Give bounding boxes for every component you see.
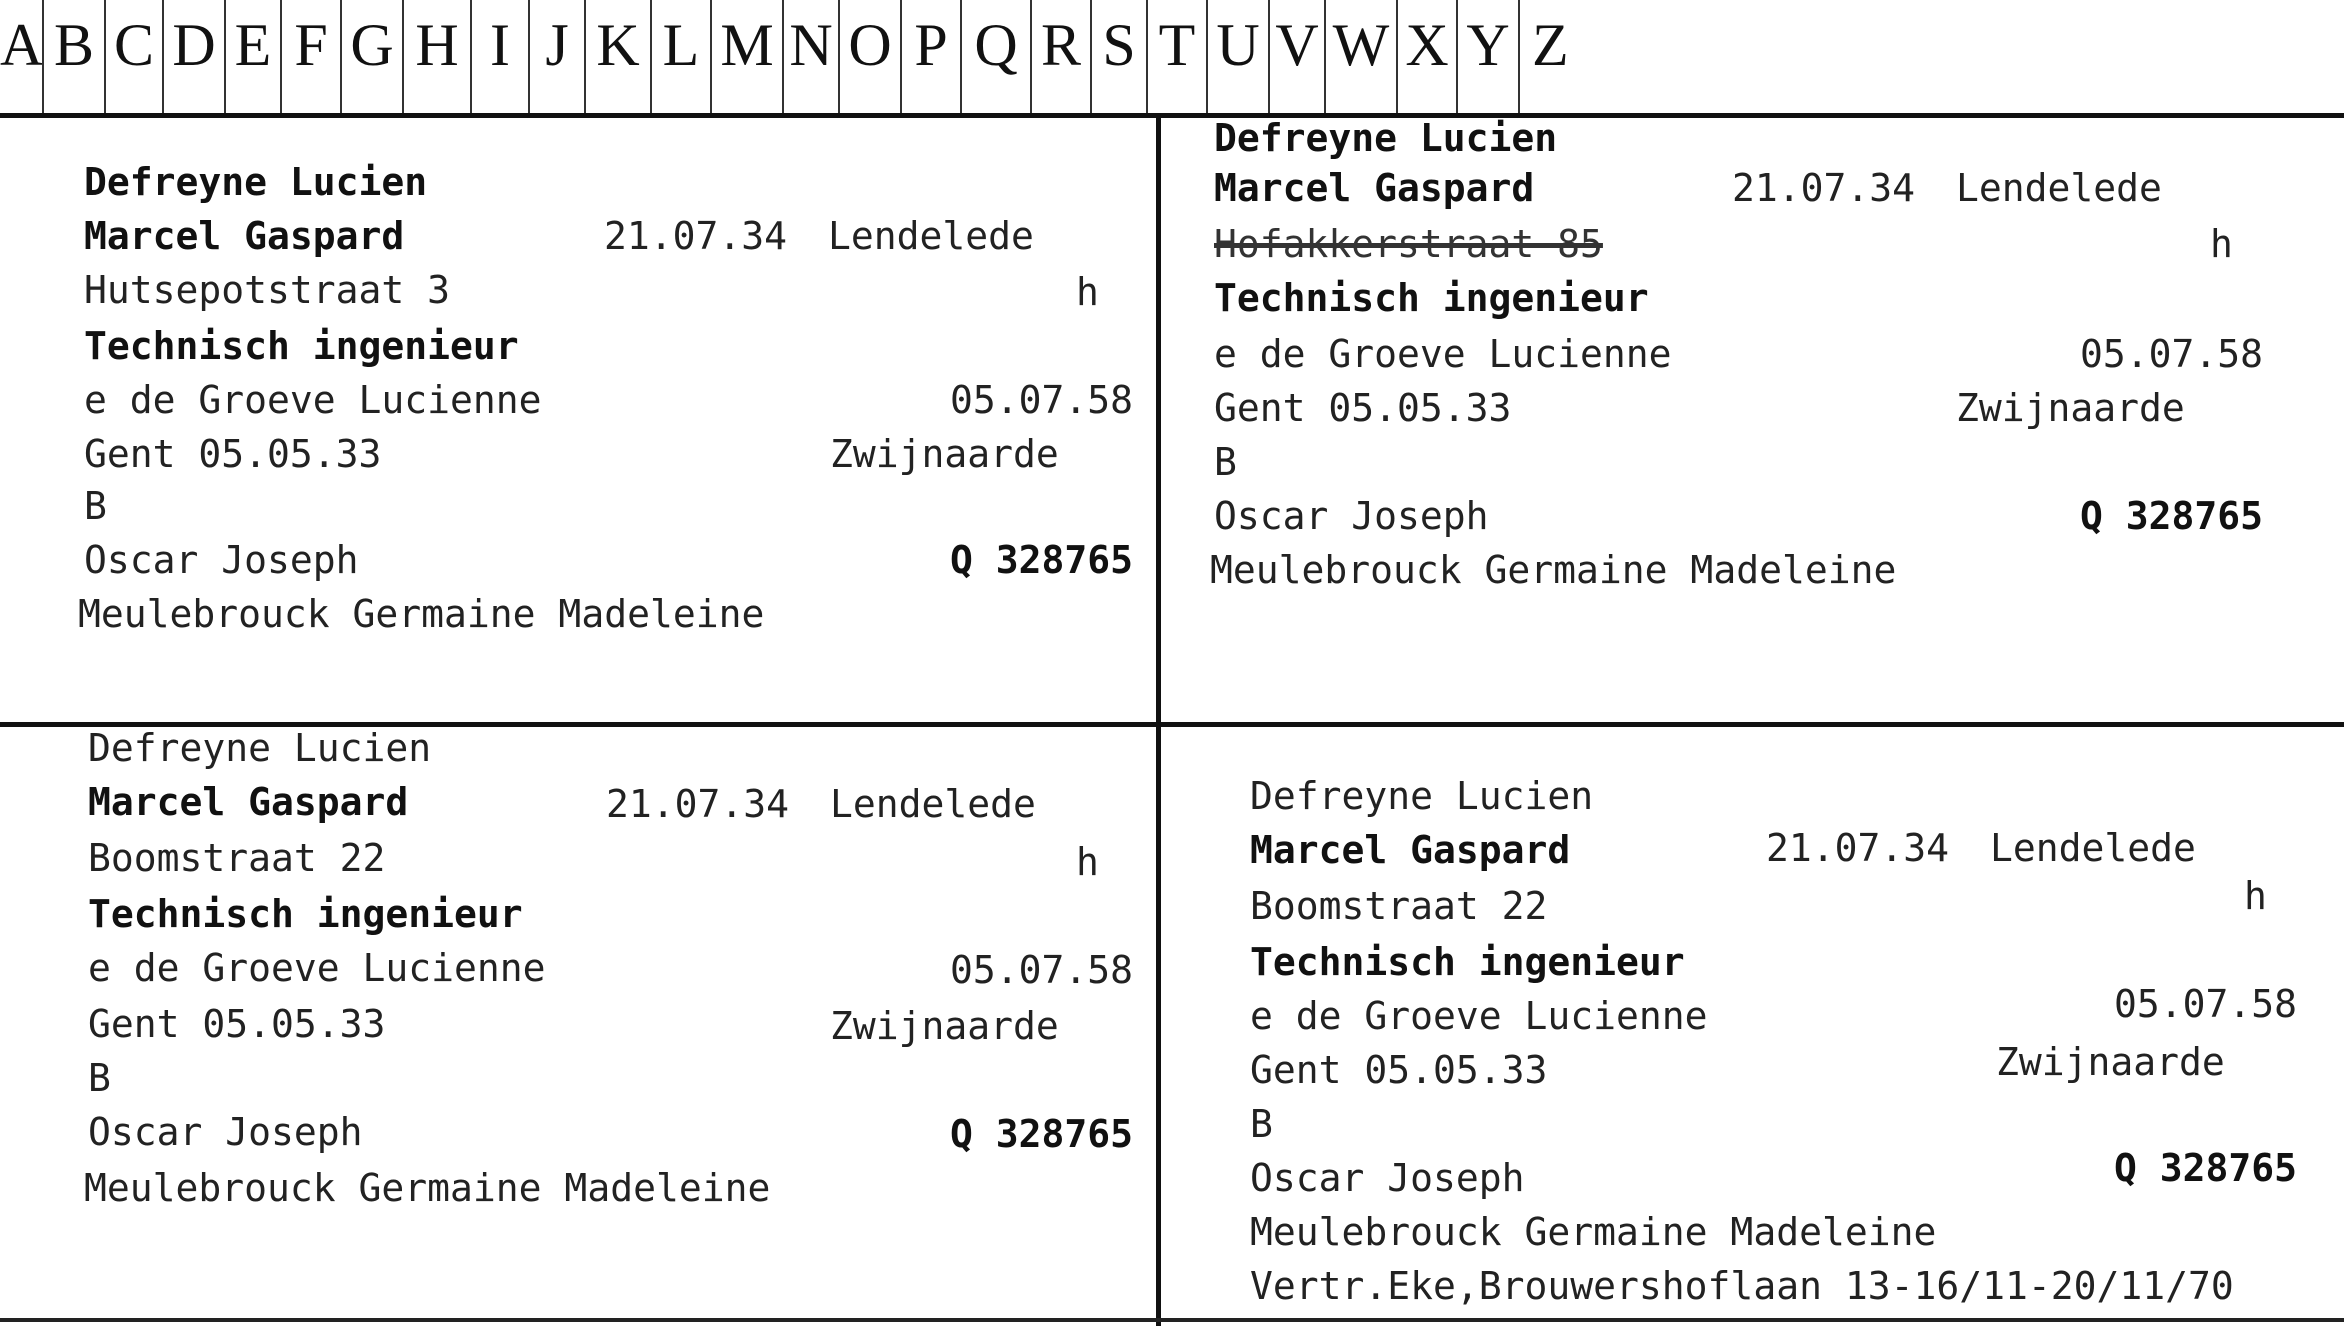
alpha-tab-q: Q xyxy=(960,0,1030,113)
card-father: Oscar Joseph xyxy=(84,538,359,582)
card-father: Oscar Joseph xyxy=(1214,494,1489,538)
record-card-top-left xyxy=(0,118,1160,726)
card-mother: Meulebrouck Germaine Madeleine xyxy=(1210,548,1897,592)
card-marker: h xyxy=(2210,222,2233,266)
alpha-tab-g: G xyxy=(340,0,402,113)
alpha-tab-t: T xyxy=(1146,0,1206,113)
card-given-names: Marcel Gaspard xyxy=(1250,828,1571,872)
card-spouse: e de Groeve Lucienne xyxy=(1214,332,1672,376)
alpha-tab-z: Z xyxy=(1518,0,2344,113)
alpha-tab-b: B xyxy=(42,0,104,113)
card-birth-place: Lendelede xyxy=(828,214,1034,258)
alpha-tab-p: P xyxy=(900,0,960,113)
card-marker: h xyxy=(2244,874,2267,918)
card-surname: Defreyne Lucien xyxy=(88,726,432,770)
card-marriage-place: Zwijnaarde xyxy=(830,432,1059,476)
card-category: B xyxy=(84,484,107,528)
alpha-tab-u: U xyxy=(1206,0,1268,113)
alpha-tab-h: H xyxy=(402,0,470,113)
card-address: Boomstraat 22 xyxy=(1250,884,1548,928)
record-card-bottom-left xyxy=(0,726,1160,1326)
card-marriage-date: 05.07.58 xyxy=(2114,982,2298,1026)
alpha-tab-x: X xyxy=(1396,0,1456,113)
card-spouse-birth: Gent 05.05.33 xyxy=(88,1002,386,1046)
card-mother: Meulebrouck Germaine Madeleine xyxy=(78,592,765,636)
card-marriage-date: 05.07.58 xyxy=(2080,332,2264,376)
record-card-bottom-right xyxy=(1160,726,2344,1326)
card-birth-date: 21.07.34 xyxy=(604,214,788,258)
card-profession: Technisch ingenieur xyxy=(84,324,519,368)
card-father: Oscar Joseph xyxy=(1250,1156,1525,1200)
card-spouse: e de Groeve Lucienne xyxy=(84,378,542,422)
alpha-tab-n: N xyxy=(782,0,838,113)
alpha-tab-l: L xyxy=(650,0,710,113)
card-marriage-date: 05.07.58 xyxy=(950,378,1134,422)
alpha-tab-f: F xyxy=(280,0,340,113)
card-birth-date: 21.07.34 xyxy=(1732,166,1916,210)
card-given-names: Marcel Gaspard xyxy=(1214,166,1535,210)
card-file-number: Q 328765 xyxy=(2114,1146,2298,1190)
card-spouse: e de Groeve Lucienne xyxy=(1250,994,1708,1038)
alpha-tab-w: W xyxy=(1324,0,1396,113)
card-file-number: Q 328765 xyxy=(950,1112,1134,1156)
card-birth-date: 21.07.34 xyxy=(606,782,790,826)
alpha-tab-r: R xyxy=(1030,0,1090,113)
card-category: B xyxy=(1214,440,1237,484)
card-spouse-birth: Gent 05.05.33 xyxy=(84,432,382,476)
alpha-tab-y: Y xyxy=(1456,0,1518,113)
alphabet-index-strip xyxy=(0,0,2344,118)
alpha-tab-d: D xyxy=(162,0,224,113)
card-surname: Defreyne Lucien xyxy=(1214,116,1558,160)
alpha-tab-a: A xyxy=(0,12,44,78)
alpha-tab-i: I xyxy=(470,0,528,113)
card-address-struck: Hofakkerstraat 85 xyxy=(1214,222,1603,266)
card-profession: Technisch ingenieur xyxy=(1250,940,1685,984)
card-file-number: Q 328765 xyxy=(2080,494,2264,538)
card-given-names: Marcel Gaspard xyxy=(84,214,405,258)
alpha-tab-k: K xyxy=(584,0,650,113)
card-category: B xyxy=(88,1056,111,1100)
card-given-names: Marcel Gaspard xyxy=(88,780,409,824)
alpha-tab-j: J xyxy=(528,0,584,113)
card-spouse-birth: Gent 05.05.33 xyxy=(1250,1048,1548,1092)
card-surname: Defreyne Lucien xyxy=(84,160,428,204)
card-profession: Technisch ingenieur xyxy=(88,892,523,936)
card-spouse: e de Groeve Lucienne xyxy=(88,946,546,990)
card-category: B xyxy=(1250,1102,1273,1146)
card-birth-place: Lendelede xyxy=(1956,166,2162,210)
card-address: Hutsepotstraat 3 xyxy=(84,268,451,312)
card-address: Boomstraat 22 xyxy=(88,836,386,880)
card-spouse-birth: Gent 05.05.33 xyxy=(1214,386,1512,430)
card-birth-place: Lendelede xyxy=(830,782,1036,826)
card-marker: h xyxy=(1076,840,1099,884)
card-mother: Meulebrouck Germaine Madeleine xyxy=(1250,1210,1937,1254)
card-marriage-place: Zwijnaarde xyxy=(1956,386,2185,430)
card-marriage-date: 05.07.58 xyxy=(950,948,1134,992)
card-profession: Technisch ingenieur xyxy=(1214,276,1649,320)
card-marriage-place: Zwijnaarde xyxy=(1996,1040,2225,1084)
alpha-tab-s: S xyxy=(1090,0,1146,113)
card-marriage-place: Zwijnaarde xyxy=(830,1004,1059,1048)
card-marker: h xyxy=(1076,270,1099,314)
card-surname: Defreyne Lucien xyxy=(1250,774,1594,818)
card-file-number: Q 328765 xyxy=(950,538,1134,582)
card-father: Oscar Joseph xyxy=(88,1110,363,1154)
record-card-top-right xyxy=(1160,118,2344,726)
alpha-tab-c: C xyxy=(104,0,162,113)
alpha-tab-o: O xyxy=(838,0,900,113)
alpha-tab-m: M xyxy=(710,0,782,113)
alpha-tab-v: V xyxy=(1268,0,1324,113)
alpha-tab-e: E xyxy=(224,0,280,113)
card-mother: Meulebrouck Germaine Madeleine xyxy=(84,1166,771,1210)
card-birth-date: 21.07.34 xyxy=(1766,826,1950,870)
card-birth-place: Lendelede xyxy=(1990,826,2196,870)
card-departure-note: Vertr.Eke,Brouwershoflaan 13-16/11-20/11/70 xyxy=(1250,1264,2234,1308)
